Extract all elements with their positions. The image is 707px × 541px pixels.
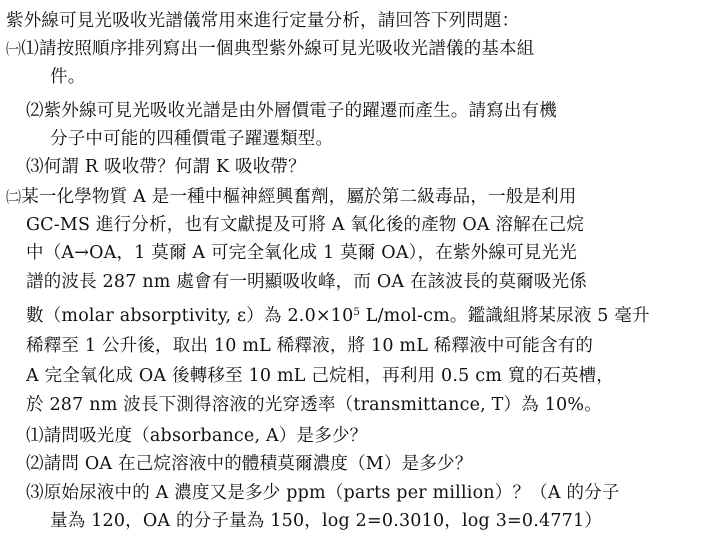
q1-number: ⑴ [26, 426, 44, 446]
part2-marker: ㈡ [6, 188, 22, 206]
part2-line7: A 完全氧化成 OA 後轉移至 10 mL 己烷相，再利用 0.5 cm 寬的石英槽， [26, 366, 614, 386]
part1-q2-line2: 分子中可能的四種價電子躍遷類型。 [50, 129, 334, 149]
part2-line6: 稀釋至 1 公升後，取出 10 mL 稀釋液，將 10 mL 稀釋液中可能含有的 [26, 336, 594, 356]
q1-number: ⑴ [21, 39, 39, 59]
part2-line5: 數（molar absorptivity, ε）為 $2.0\times 10^5$ L/mol-cm。鑑識組將某尿液 5 毫升 [26, 306, 650, 326]
part2-q3-line2: 量為 120，OA 的分子量為 150，log 2=0.3010，log 3=0.4771） [50, 511, 603, 531]
q3-number: ⑶ [26, 157, 44, 177]
q2-number: ⑵ [26, 454, 44, 474]
intro-line: 紫外線可見光吸收光譜儀常用來進行定量分析，請回答下列問題： [6, 11, 520, 31]
q2-number: ⑵ [26, 101, 44, 121]
q3-number: ⑶ [26, 483, 44, 503]
part1-marker: ㈠ [6, 40, 22, 58]
part1-q1-line2: 件。 [50, 67, 86, 87]
part2-q2-line1: ⑵請問 OA 在己烷溶液中的體積莫爾濃度（M）是多少？ [26, 454, 473, 474]
part1-q1-line1: ㈠⑴請按照順序排列寫出一個典型紫外線可見光吸收光譜儀的基本組 [6, 39, 535, 59]
exponent: 5 [353, 307, 360, 318]
part2-q1-line1: ⑴請問吸光度（absorbance, A）是多少？ [26, 426, 368, 446]
part1-q2-line1: ⑵紫外線可見光吸收光譜是由外層價電子的躍遷而產生。請寫出有機 [26, 101, 558, 121]
part2-line8: 於 287 nm 波長下測得溶液的光穿透率（transmittance, T）為 10%。 [26, 395, 602, 415]
part2-line1: ㈡某一化學物質 A 是一種中樞神經興奮劑，屬於第二級毒品，一般是利用 [6, 187, 577, 207]
part2-line3: 中（A→OA，1 莫爾 A 可完全氧化成 1 莫爾 OA），在紫外線可見光光 [26, 243, 577, 263]
part2-q3-line1: ⑶原始尿液中的 A 濃度又是多少 ppm（parts per million）？（A 的分子 [26, 483, 620, 503]
part1-q3-line1: ⑶何謂 R 吸收帶？何謂 K 吸收帶？ [26, 157, 306, 177]
part2-line2: GC-MS 進行分析，也有文獻提及可將 A 氧化後的產物 OA 溶解在己烷 [26, 215, 585, 235]
part2-line4: 譜的波長 287 nm 處會有一明顯吸收峰，而 OA 在該波長的莫爾吸光係 [26, 272, 587, 292]
